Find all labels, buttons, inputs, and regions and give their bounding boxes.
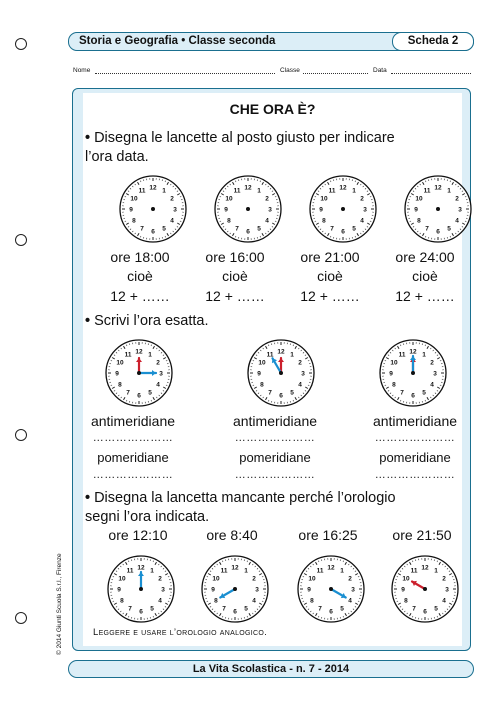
clock-number: 10 [402,575,410,583]
section2-instruction: • Scrivi l’ora esatta. [85,313,209,329]
clock-number: 11 [266,351,274,359]
am-label: antimeridiane [372,413,458,429]
clock-number: 12 [421,564,429,572]
clock-number: 9 [115,370,119,378]
clock-number: 4 [442,597,446,605]
cioe-label: cioè [127,268,153,284]
bullet: • [85,490,91,506]
date-label: Data [373,67,387,74]
binder-hole [15,234,27,246]
clock-number: 4 [298,381,302,389]
clock-number: 3 [161,586,165,594]
clock-number: 11 [316,567,324,575]
clock-face [199,553,271,625]
answer-field[interactable]: 12 + …… [110,288,170,304]
answer-field[interactable]: 12 + …… [300,288,360,304]
clock-number: 2 [360,195,364,203]
clock-number: 11 [423,187,431,195]
clock-number: 12 [231,564,239,572]
clock-number: 2 [156,359,160,367]
cioe-label: cioè [222,268,248,284]
clock-face [212,173,284,245]
clock-number: 12 [339,184,347,192]
clock-number: 10 [390,359,398,367]
clock-number: 11 [233,187,241,195]
clock-number: 1 [434,567,438,575]
clock-number: 5 [257,225,261,233]
clock-number: 4 [360,217,364,225]
binder-hole [15,38,27,50]
clock-number: 3 [173,206,177,214]
clock-number: 2 [265,195,269,203]
clock-face [105,553,177,625]
time-label: ore 16:00 [205,249,265,265]
clock-number: 10 [415,195,423,203]
clock-number: 7 [268,389,272,397]
exercise-panel [72,88,471,651]
clock-number: 8 [227,217,231,225]
clock-number: 9 [211,586,215,594]
footnote: Leggere e usare l’orologio analogico. [93,627,268,638]
clock-number: 1 [150,567,154,575]
clock-number: 4 [252,597,256,605]
clock-number: 2 [455,195,459,203]
clock-number: 5 [244,605,248,613]
clock-number: 10 [212,575,220,583]
clock-number: 11 [124,351,132,359]
read-clock-1 [103,337,175,409]
am-answer-field[interactable]: ………………… [92,432,174,444]
clock-number: 1 [447,187,451,195]
clock-number: 1 [162,187,166,195]
clock-number: 8 [322,217,326,225]
clock-number: 4 [430,381,434,389]
clock-number: 9 [117,586,121,594]
clock-number: 9 [307,586,311,594]
clock-number: 10 [308,575,316,583]
clock-number: 6 [233,608,237,616]
clock-number: 12 [409,348,417,356]
clock-number: 4 [265,217,269,225]
clock-face [295,553,367,625]
clock-number: 3 [445,586,449,594]
clock-number: 7 [126,389,130,397]
clock-number: 3 [301,370,305,378]
clock-center [233,587,237,591]
binder-hole [15,612,27,624]
clock-number: 10 [258,359,266,367]
target-time-label: ore 12:10 [108,527,168,543]
clock-number: 10 [130,195,138,203]
clock-number: 2 [442,575,446,583]
clock-number: 6 [151,228,155,236]
cioe-label: cioè [317,268,343,284]
clock-number: 5 [352,225,356,233]
clock-number: 9 [389,370,393,378]
clock-number: 1 [148,351,152,359]
student-fields [73,67,473,79]
clock-number: 5 [148,389,152,397]
clock-number: 6 [423,608,427,616]
clock-number: 12 [244,184,252,192]
clock-number: 2 [158,575,162,583]
clock-number: 4 [170,217,174,225]
clock-number: 6 [329,608,333,616]
clock-number: 8 [120,597,124,605]
clock-number: 5 [150,605,154,613]
clock-number: 1 [257,187,261,195]
cioe-label: cioè [412,268,438,284]
clock-face [377,337,449,409]
time-label: ore 21:00 [300,249,360,265]
clock-number: 2 [430,359,434,367]
am-answer-field[interactable]: ………………… [234,432,316,444]
header-title: Storia e Geografia • Classe seconda [79,35,276,47]
exercise-content [83,93,462,646]
clock-number: 1 [422,351,426,359]
clock-face [402,173,474,245]
clock-number: 6 [436,228,440,236]
clock-number: 7 [400,389,404,397]
target-time-label: ore 21:50 [392,527,452,543]
class-label: Classe [280,67,300,74]
clock-number: 9 [414,206,418,214]
clock-number: 11 [220,567,228,575]
time-label: ore 18:00 [110,249,170,265]
clock-number: 10 [118,575,126,583]
clock-number: 3 [268,206,272,214]
clock-number: 9 [224,206,228,214]
page-title: CHE ORA È? [229,101,316,117]
clock-center [279,371,283,375]
am-answer-field[interactable]: ………………… [374,432,456,444]
clock-number: 2 [170,195,174,203]
clock-number: 12 [434,184,442,192]
blank-clock-4[interactable] [402,173,474,245]
bullet: • [85,130,91,146]
class-field[interactable] [303,73,368,74]
clock-number: 7 [318,605,322,613]
clock-number: 11 [138,187,146,195]
clock-number: 11 [328,187,336,195]
clock-number: 2 [298,359,302,367]
footer-bar: La Vita Scolastica - n. 7 - 2014 [68,660,474,678]
clock-number: 4 [455,217,459,225]
clock-number: 11 [410,567,418,575]
clock-number: 5 [434,605,438,613]
clock-number: 10 [225,195,233,203]
clock-number: 8 [132,217,136,225]
read-clock-2 [245,337,317,409]
clock-number: 7 [140,225,144,233]
clock-number: 7 [222,605,226,613]
clock-number: 1 [244,567,248,575]
clock-number: 9 [129,206,133,214]
clock-face [389,553,461,625]
target-time-label: ore 16:25 [298,527,358,543]
answer-field[interactable]: 12 + …… [395,288,455,304]
clock-number: 1 [290,351,294,359]
clock-number: 5 [447,225,451,233]
clock-number: 9 [257,370,261,378]
blank-clock-2[interactable] [212,173,284,245]
clock-number: 3 [433,370,437,378]
pm-label: pomeridiane [97,450,169,465]
header-bar [68,32,474,51]
clock-number: 5 [422,389,426,397]
clock-number: 8 [392,381,396,389]
binder-hole [15,429,27,441]
target-time-label: ore 8:40 [206,527,258,543]
answer-field[interactable]: 12 + …… [205,288,265,304]
clock-number: 8 [214,597,218,605]
clock-number: 11 [126,567,134,575]
clock-number: 8 [260,381,264,389]
clock-number: 11 [398,351,406,359]
pm-answer-field[interactable]: ………………… [234,469,316,481]
pm-answer-field[interactable]: ………………… [92,469,174,481]
clock-number: 3 [255,586,259,594]
section3-instruction: • Disegna la lancetta mancante perché l’orologio segni l’ora indicata. [85,490,396,525]
clock-number: 8 [417,217,421,225]
clock-number: 5 [290,389,294,397]
clock-center [137,371,141,375]
clock-number: 9 [401,586,405,594]
clock-number: 8 [310,597,314,605]
clock-center [423,587,427,591]
clock-number: 6 [341,228,345,236]
clock-center [151,207,155,211]
clock-number: 10 [116,359,124,367]
clock-number: 1 [340,567,344,575]
read-clock-3 [377,337,449,409]
clock-number: 3 [159,370,163,378]
name-label: Nome [73,67,91,74]
clock-number: 3 [458,206,462,214]
clock-number: 7 [412,605,416,613]
clock-number: 4 [348,597,352,605]
clock-number: 6 [246,228,250,236]
clock-number: 7 [425,225,429,233]
clock-number: 6 [137,392,141,400]
clock-number: 7 [128,605,132,613]
clock-number: 2 [348,575,352,583]
clock-center [246,207,250,211]
blank-clock-1[interactable] [117,173,189,245]
pm-label: pomeridiane [239,450,311,465]
clock-number: 3 [351,586,355,594]
clock-number: 6 [139,608,143,616]
bullet: • [85,313,91,329]
worksheet-tag: Scheda 2 [392,32,474,51]
partial-clock-3[interactable] [295,553,367,625]
clock-number: 4 [156,381,160,389]
section1-instruction: • Disegna le lancette al posto giusto per indicare l’ora data. [85,130,395,165]
clock-number: 5 [162,225,166,233]
partial-clock-1[interactable] [105,553,177,625]
clock-face [245,337,317,409]
clock-face [307,173,379,245]
clock-center [411,371,415,375]
clock-number: 6 [411,392,415,400]
clock-number: 12 [137,564,145,572]
clock-face [103,337,175,409]
clock-number: 12 [135,348,143,356]
name-field[interactable] [95,73,275,74]
clock-number: 1 [352,187,356,195]
clock-number: 7 [330,225,334,233]
pm-label: pomeridiane [379,450,451,465]
clock-number: 8 [118,381,122,389]
clock-number: 12 [277,348,285,356]
clock-center [139,587,143,591]
pm-answer-field[interactable]: ………………… [374,469,456,481]
clock-number: 4 [158,597,162,605]
clock-center [329,587,333,591]
clock-number: 10 [320,195,328,203]
time-label: ore 24:00 [395,249,455,265]
am-label: antimeridiane [90,413,176,429]
clock-center [341,207,345,211]
clock-number: 7 [235,225,239,233]
clock-number: 3 [363,206,367,214]
clock-face [117,173,189,245]
copyright: © 2014 Giunti Scuola S.r.l., Firenze [56,553,63,655]
clock-number: 9 [319,206,323,214]
clock-number: 6 [279,392,283,400]
clock-center [436,207,440,211]
clock-number: 2 [252,575,256,583]
partial-clock-4[interactable] [389,553,461,625]
blank-clock-3[interactable] [307,173,379,245]
clock-number: 5 [340,605,344,613]
am-label: antimeridiane [232,413,318,429]
clock-number: 8 [404,597,408,605]
clock-number: 12 [327,564,335,572]
date-field[interactable] [391,73,471,74]
clock-number: 12 [149,184,157,192]
partial-clock-2[interactable] [199,553,271,625]
